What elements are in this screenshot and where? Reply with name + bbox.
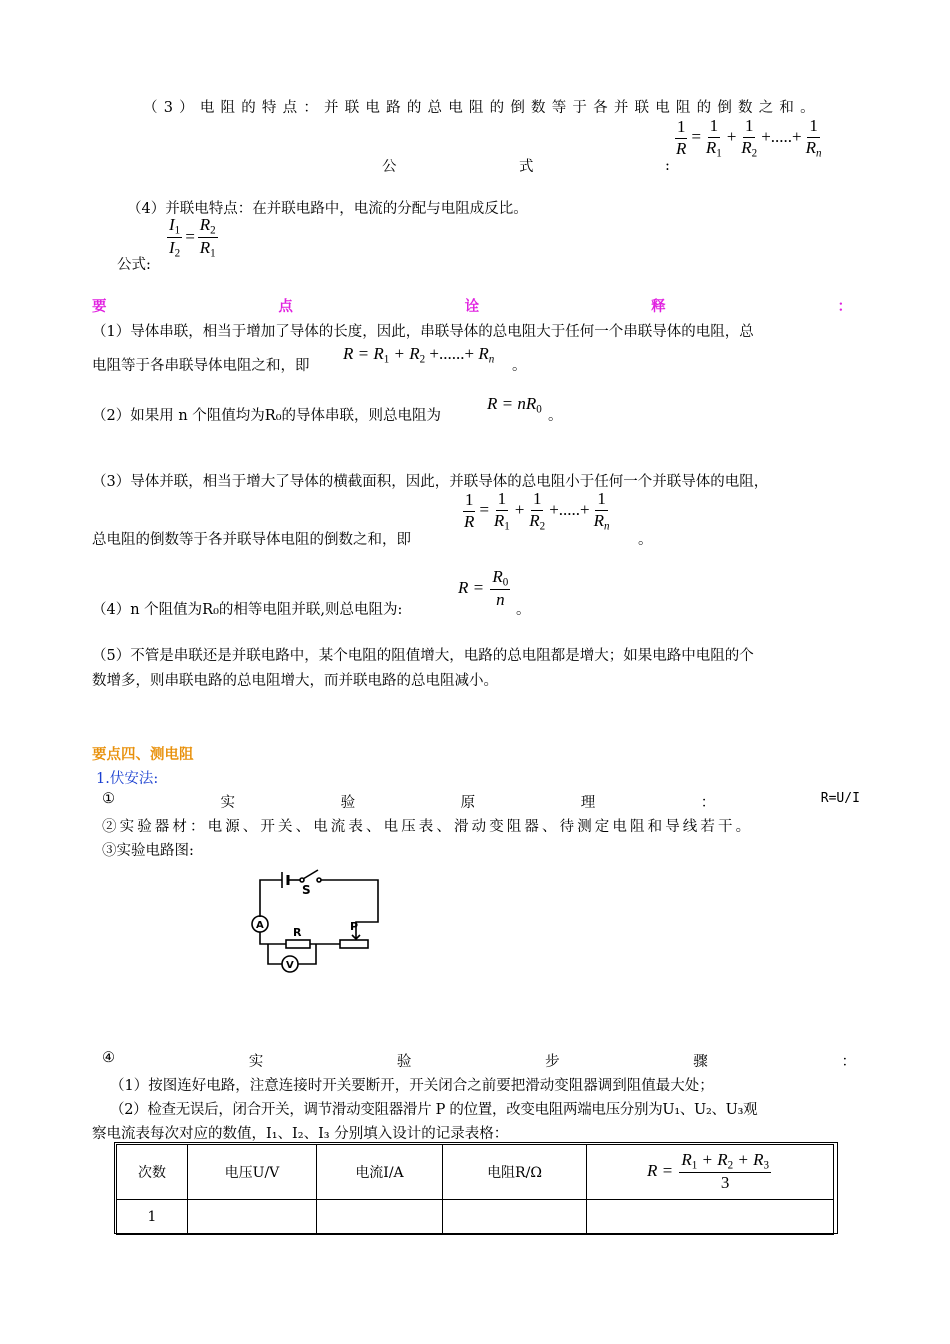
table-cell[interactable] — [443, 1200, 587, 1235]
table-header-average-formula: R = $\frac{R_1 + R_2 + R_3}{3}$ — [587, 1145, 834, 1200]
formula-label-a: 公 — [382, 159, 397, 175]
table-header-voltage: 电压U/V — [188, 1145, 317, 1200]
record-table — [116, 1144, 834, 1235]
kp3-line1: （3）导体并联，相当于增大了导体的横截面积，因此，并联导体的总电阻小于任何一个并联导体的电阻， — [92, 474, 769, 490]
table-cell[interactable]: 1 — [117, 1200, 188, 1235]
step2-line1: （2）检查无误后，闭合开关，调节滑动变阻器滑片 P 的位置，改变电阻两端电压分别为U₁、U₂、U₃观 — [110, 1102, 758, 1118]
kp2-text: （2）如果用 n 个阻值均为R₀的导体串联，则总电阻为 — [92, 408, 442, 424]
table-cell[interactable] — [587, 1200, 834, 1235]
step2-line2: 察电流表每次对应的数值，I₁、I₂、I₃ 分别填入设计的记录表格： — [92, 1126, 509, 1142]
series-equal-formula: $R = nR_0$ — [487, 394, 542, 416]
table-header-current: 电流I/A — [317, 1145, 443, 1200]
kp5-line1: （5）不管是串联还是并联电路中，某个电阻的阻值增大，电路的总电阻都是增大；如果电路中电阻的个 — [92, 648, 754, 664]
formula-colon: : — [665, 158, 670, 174]
item4-text: （4）并联电特点：在并联电路中，电流的分配与电阻成反比。 — [127, 201, 528, 217]
kp3-end: 。 — [638, 532, 653, 548]
slider-label: P — [350, 920, 359, 933]
item3-text: （3）电阻的特点：并联电路的总电阻的倒数等于各并联电阻的倒数之和。 — [143, 100, 821, 116]
switch-label: S — [302, 883, 311, 897]
kp1-end: 。 — [512, 358, 527, 374]
kp3-line2: 总电阻的倒数等于各并联导体电阻的倒数之和，即 — [92, 532, 411, 548]
kp4-end: 。 — [516, 602, 531, 618]
kp1-line1: （1）导体串联，相当于增加了导体的长度，因此，串联导体的总电阻大于任何一个串联导体的电阻，总 — [92, 324, 754, 340]
parallel-reciprocal-formula: $\frac{1}{R}$ = $\frac{1}{R_1}$ + $\frac{1}{R_2}$ +.....+ $\frac{1}{R_n}$ — [676, 116, 822, 159]
section4-sub1: 1.伏安法: — [96, 771, 159, 787]
current-ratio-formula: $\frac{I_1}{I_2}$ = $\frac{R_2}{R_1}$ — [169, 215, 216, 260]
steps-line: ④ 实 验 步 骤 ： — [102, 1050, 856, 1070]
item4-formula-label: 公式: — [117, 257, 151, 273]
parallel-equal-formula: R = $\frac{R_0}{n}$ — [458, 567, 509, 610]
key-points-heading: 要 点 诠 释 ： — [92, 299, 852, 315]
parallel-sum-formula: $\frac{1}{R}$ = $\frac{1}{R_1}$ + $\frac{1}{R_2}$ +.....+ $\frac{1}{R_n}$ — [464, 489, 610, 532]
ammeter-label: A — [256, 920, 264, 931]
equipment-line: ②实验器材：电源、开关、电流表、电压表、滑动变阻器、待测定电阻和导线若干。 — [102, 819, 754, 835]
series-sum-formula: $R = R_1 + R_2$ +......+ $R_n$ — [343, 344, 495, 366]
kp5-line2: 数增多，则串联电路的总电阻增大，而并联电路的总电阻减小。 — [92, 673, 498, 689]
table-header-resistance: 电阻R/Ω — [443, 1145, 587, 1200]
table-cell[interactable] — [317, 1200, 443, 1235]
kp1-line2: 电阻等于各串联导体电阻之和，即 — [92, 358, 310, 374]
table-header-count: 次数 — [117, 1145, 188, 1200]
formula-label-b: 式 — [519, 159, 534, 175]
circuit-diagram — [240, 862, 390, 977]
kp4-text: （4）n 个阻值为R₀的相等电阻并联,则总电阻为: — [92, 602, 403, 618]
section4-heading: 要点四、测电阻 — [92, 747, 194, 763]
principle-line: ① 实 验 原 理 ： R=U/I — [102, 791, 860, 811]
step1: （1）按图连好电路，注意连接时开关要断开，开关闭合之前要把滑动变阻器调到阻值最大处； — [110, 1078, 714, 1094]
kp2-end: 。 — [548, 408, 563, 424]
table-cell[interactable] — [188, 1200, 317, 1235]
circuit-label: ③实验电路图: — [102, 843, 194, 859]
voltmeter-label: V — [286, 960, 294, 971]
resistor-label: R — [293, 926, 302, 939]
